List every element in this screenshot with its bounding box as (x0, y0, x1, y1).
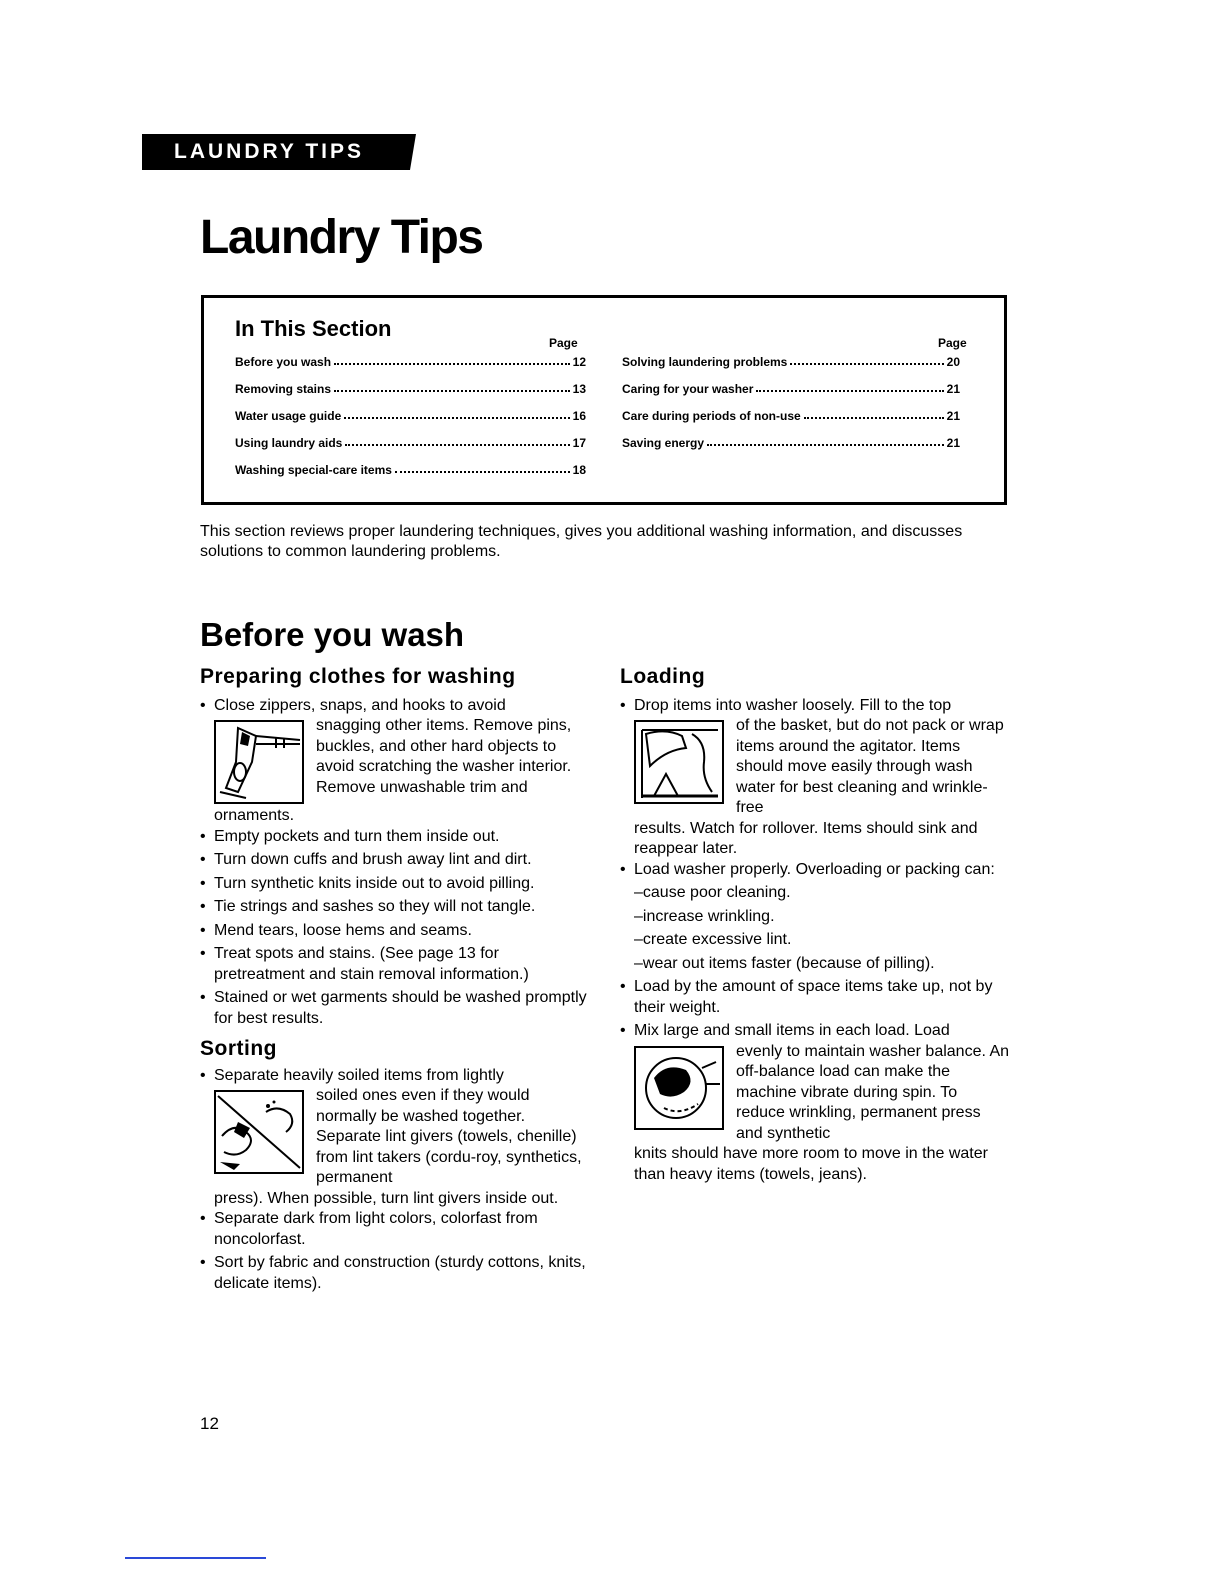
sorting-illustration (214, 1090, 304, 1174)
wrap-block: snagging other items. Remove pins, buckles, and other hard objects to avoid scratching the washer interior. Remove unwashable trim and ornaments. (214, 717, 572, 824)
toc-entry[interactable]: Solving laundering problems 20 (622, 355, 960, 369)
section-banner (142, 134, 410, 170)
toc-entry[interactable]: Removing stains 13 (235, 382, 586, 396)
list-item: • Turn down cuffs and brush away lint and dirt. (200, 850, 590, 871)
sorting-clothes-icon (216, 1092, 302, 1172)
left-column (200, 667, 590, 1297)
preparing-clothes-heading: Preparing clothes for washing (200, 665, 516, 688)
toc-entry[interactable]: Caring for your washer 21 (622, 382, 960, 396)
before-you-wash-heading: Before you wash (200, 616, 465, 653)
zipper-illustration (214, 720, 304, 804)
list-item: • Load washer properly. Overloading or packing can: (620, 860, 1010, 881)
list-item: • Treat spots and stains. (See page 13 for pretreatment and stain removal information.) (200, 944, 590, 985)
loading-heading: Loading (620, 665, 706, 688)
page-title: Laundry Tips (200, 211, 483, 264)
wrap-block: soiled ones even if they would normally be washed together. Separate lint givers (towels, chenille) from lint takers (cordu-roy, synthetics, permanent press). When possible, turn lint givers inside out. (214, 1087, 582, 1207)
wrap-block: evenly to maintain washer balance. An off-balance load can make the machine vibrate during spin. To reduce wrinkling, permanent press and synthetic knits should have more room to move in the water than heavy items (towels, jeans). (634, 1042, 1010, 1183)
list-item: • Empty pockets and turn them inside out. (200, 827, 590, 848)
balance-illustration (634, 1046, 724, 1130)
list-subitem: –create excessive lint. (634, 931, 792, 948)
list-item: • Mix large and small items in each load. Load (620, 1021, 1010, 1042)
in-this-section-box (201, 295, 1007, 505)
list-item: • Separate dark from light colors, colorfast from noncolorfast. (200, 1209, 590, 1250)
right-column (620, 667, 1010, 1185)
toc-entry[interactable]: Before you wash 12 (235, 355, 586, 369)
list-item: • Stained or wet garments should be washed promptly for best results. (200, 988, 590, 1029)
toc-entry[interactable]: Saving energy 21 (622, 436, 960, 450)
sorting-heading: Sorting (200, 1037, 277, 1060)
toc-entry[interactable]: Using laundry aids 17 (235, 436, 586, 450)
intro-paragraph: This section reviews proper laundering techniques, gives you additional washing information, and discusses solutions to common laundering problems. (200, 523, 963, 560)
loading-illustration (634, 720, 724, 804)
list-subitem: –wear out items faster (because of pilling). (634, 954, 935, 972)
toc-page-label-left: Page (549, 336, 578, 350)
list-item: • Mend tears, loose hems and seams. (200, 921, 590, 942)
list-item: • Load by the amount of space items take up, not by their weight. (620, 977, 1010, 1018)
section-banner-label: LAUNDRY TIPS (174, 140, 365, 163)
page-number: 12 (200, 1414, 219, 1433)
wrap-block: of the basket, but do not pack or wrap items around the agitator. Items should move easily through wash water for best cleaning and wrinkle-free results. Watch for rollover. Items should sink and reappear later. (634, 717, 1004, 857)
toc-entry[interactable]: Water usage guide 16 (235, 409, 586, 423)
list-subitem: –increase wrinkling. (634, 907, 775, 925)
list-item: • Drop items into washer loosely. Fill to the top (620, 696, 1010, 717)
toc-right-column (622, 342, 960, 450)
load-balance-icon (636, 1048, 722, 1128)
list-item: • Close zippers, snaps, and hooks to avoid (200, 696, 590, 717)
list-subitem: –cause poor cleaning. (634, 884, 791, 901)
washer-basket-icon (636, 722, 722, 802)
toc-entry[interactable]: Washing special-care items 18 (235, 463, 586, 477)
toc-left-column (235, 342, 586, 477)
zipper-icon (216, 722, 302, 802)
list-item: • Turn synthetic knits inside out to avoid pilling. (200, 874, 590, 895)
toc-page-label-right: Page (938, 336, 967, 350)
footer-rule (125, 1557, 266, 1559)
toc-heading: In This Section (235, 316, 392, 341)
list-item: • Sort by fabric and construction (sturdy cottons, knits, delicate items). (200, 1253, 590, 1294)
banner-notch (410, 134, 416, 170)
list-item: • Tie strings and sashes so they will not tangle. (200, 897, 590, 918)
list-item: • Separate heavily soiled items from lightly (200, 1066, 590, 1087)
toc-entry[interactable]: Care during periods of non-use 21 (622, 409, 960, 423)
